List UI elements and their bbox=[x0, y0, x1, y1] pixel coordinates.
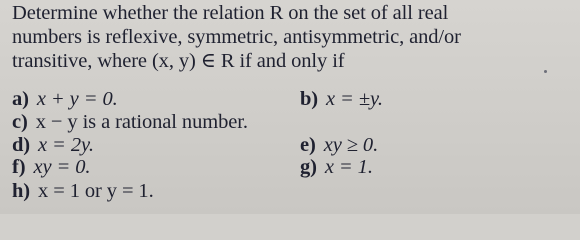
problem-intro-line-1: Determine whether the relation R on the set of all real bbox=[12, 2, 449, 24]
problem-intro-line-2: numbers is reflexive, symmetric, antisymmetric, and/or bbox=[12, 26, 461, 48]
option-h-text: x = 1 or y = 1. bbox=[38, 180, 154, 202]
option-f-text: xy = 0. bbox=[33, 156, 91, 178]
option-e-label: e) bbox=[300, 134, 316, 156]
option-a-text: x + y = 0. bbox=[36, 88, 118, 110]
option-c bbox=[12, 111, 248, 133]
option-b-label: b) bbox=[300, 88, 319, 110]
paper-speck bbox=[544, 70, 547, 73]
option-a bbox=[12, 88, 118, 110]
option-b bbox=[300, 88, 383, 110]
option-h-label: h) bbox=[12, 180, 31, 202]
option-d bbox=[12, 134, 94, 156]
option-g-text: x = 1. bbox=[324, 156, 373, 178]
option-f bbox=[12, 156, 90, 178]
option-c-text: x − y is a rational number. bbox=[35, 111, 248, 133]
option-d-label: d) bbox=[12, 134, 31, 156]
option-a-label: a) bbox=[12, 88, 29, 110]
option-e-text: xy ≥ 0. bbox=[323, 134, 379, 156]
option-c-label: c) bbox=[12, 111, 28, 133]
problem-intro-line-3: transitive, where (x, y) ∈ R if and only if bbox=[12, 50, 345, 72]
option-b-text: x = ±y. bbox=[326, 88, 383, 110]
option-g bbox=[300, 156, 373, 178]
option-d-text: x = 2y. bbox=[38, 134, 94, 156]
option-e bbox=[300, 134, 378, 156]
option-h bbox=[12, 180, 154, 202]
option-g-label: g) bbox=[300, 156, 317, 178]
option-f-label: f) bbox=[12, 156, 26, 178]
